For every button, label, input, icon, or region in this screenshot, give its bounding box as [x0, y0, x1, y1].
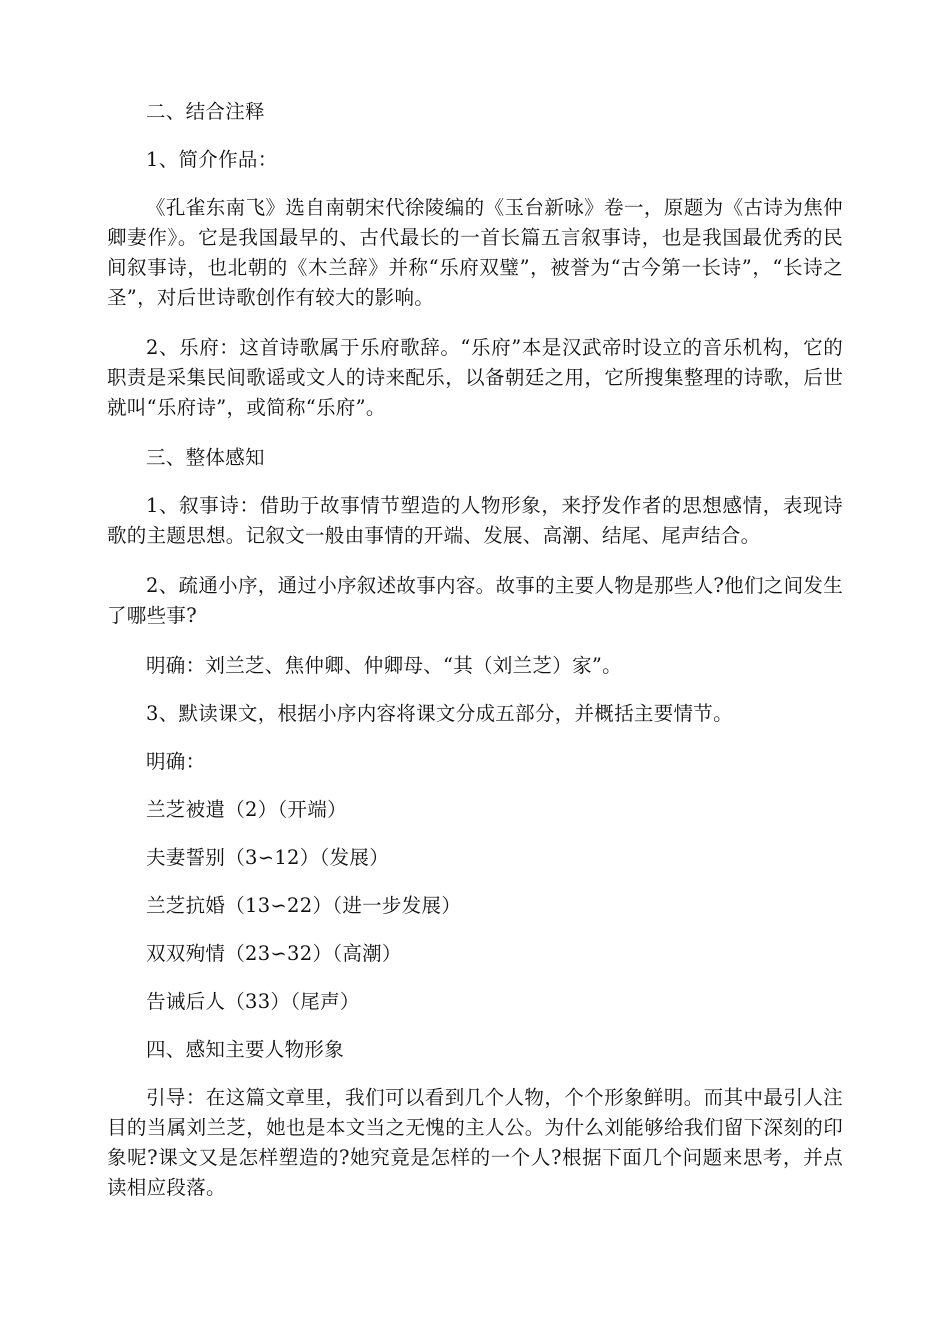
section-heading: 三、整体感知 [146, 446, 265, 469]
paragraph-intro: 《孔雀东南飞》选自南朝宋代徐陵编的《玉台新咏》卷一，原题为《古诗为焦仲卿妻作》。它是我国最早的、古代最长的一首长篇五言叙事诗，也是我国最优秀的民间叙事诗，也北朝的《木兰辞》并称“乐府双璧”，被誉为“古今第一长诗”，“长诗之圣”，对后世诗歌创作有较大的影响。 [107, 196, 843, 309]
section-heading: 四、感知主要人物形象 [146, 1038, 345, 1061]
paragraph-preface: 2、疏通小序，通过小序叙述故事内容。故事的主要人物是那些人?他们之间发生了哪些事? [107, 574, 843, 627]
list-item: 双双殉情（23∽32）（高潮） [146, 942, 402, 965]
list-item: 兰芝抗婚（13∽22）（进一步发展） [146, 894, 462, 917]
paragraph-answer: 明确：刘兰芝、焦仲卿、仲卿母、“其（刘兰芝）家”。 [146, 654, 622, 677]
subsection-heading: 1、简介作品： [146, 148, 278, 171]
paragraph-narrative: 1、叙事诗：借助于故事情节塑造的人物形象，来抒发作者的思想感情，表现诗歌的主题思想。记叙文一般由事情的开端、发展、高潮、结尾、尾声结合。 [107, 494, 843, 547]
paragraph-yuefu: 2、乐府：这首诗歌属于乐府歌辞。“乐府”本是汉武帝时设立的音乐机构，它的职责是采集民间歌谣或文人的诗来配乐，以备朝廷之用，它所搜集整理的诗歌，后世就叫“乐府诗”，或简称“乐府”。 [107, 336, 843, 419]
list-item: 告诫后人（33）（尾声） [146, 990, 360, 1013]
paragraph-guide: 引导：在这篇文章里，我们可以看到几个人物，个个形象鲜明。而其中最引人注目的当属刘兰芝，她也是本文当之无愧的主人公。为什么刘能够给我们留下深刻的印象呢?课文又是怎样塑造的?她究竟是怎样的一个人?根据下面几个问题来思考，并点读相应段落。 [107, 1086, 843, 1199]
document-page [107, 97, 843, 1223]
list-item: 兰芝被遣（2）（开端） [146, 798, 347, 821]
paragraph-answer-label: 明确： [146, 750, 206, 773]
list-item: 夫妻誓别（3∽12）（发展） [146, 846, 390, 869]
section-heading: 二、结合注释 [146, 100, 265, 123]
paragraph-reading: 3、默读课文，根据小序内容将课文分成五部分，并概括主要情节。 [146, 702, 733, 725]
